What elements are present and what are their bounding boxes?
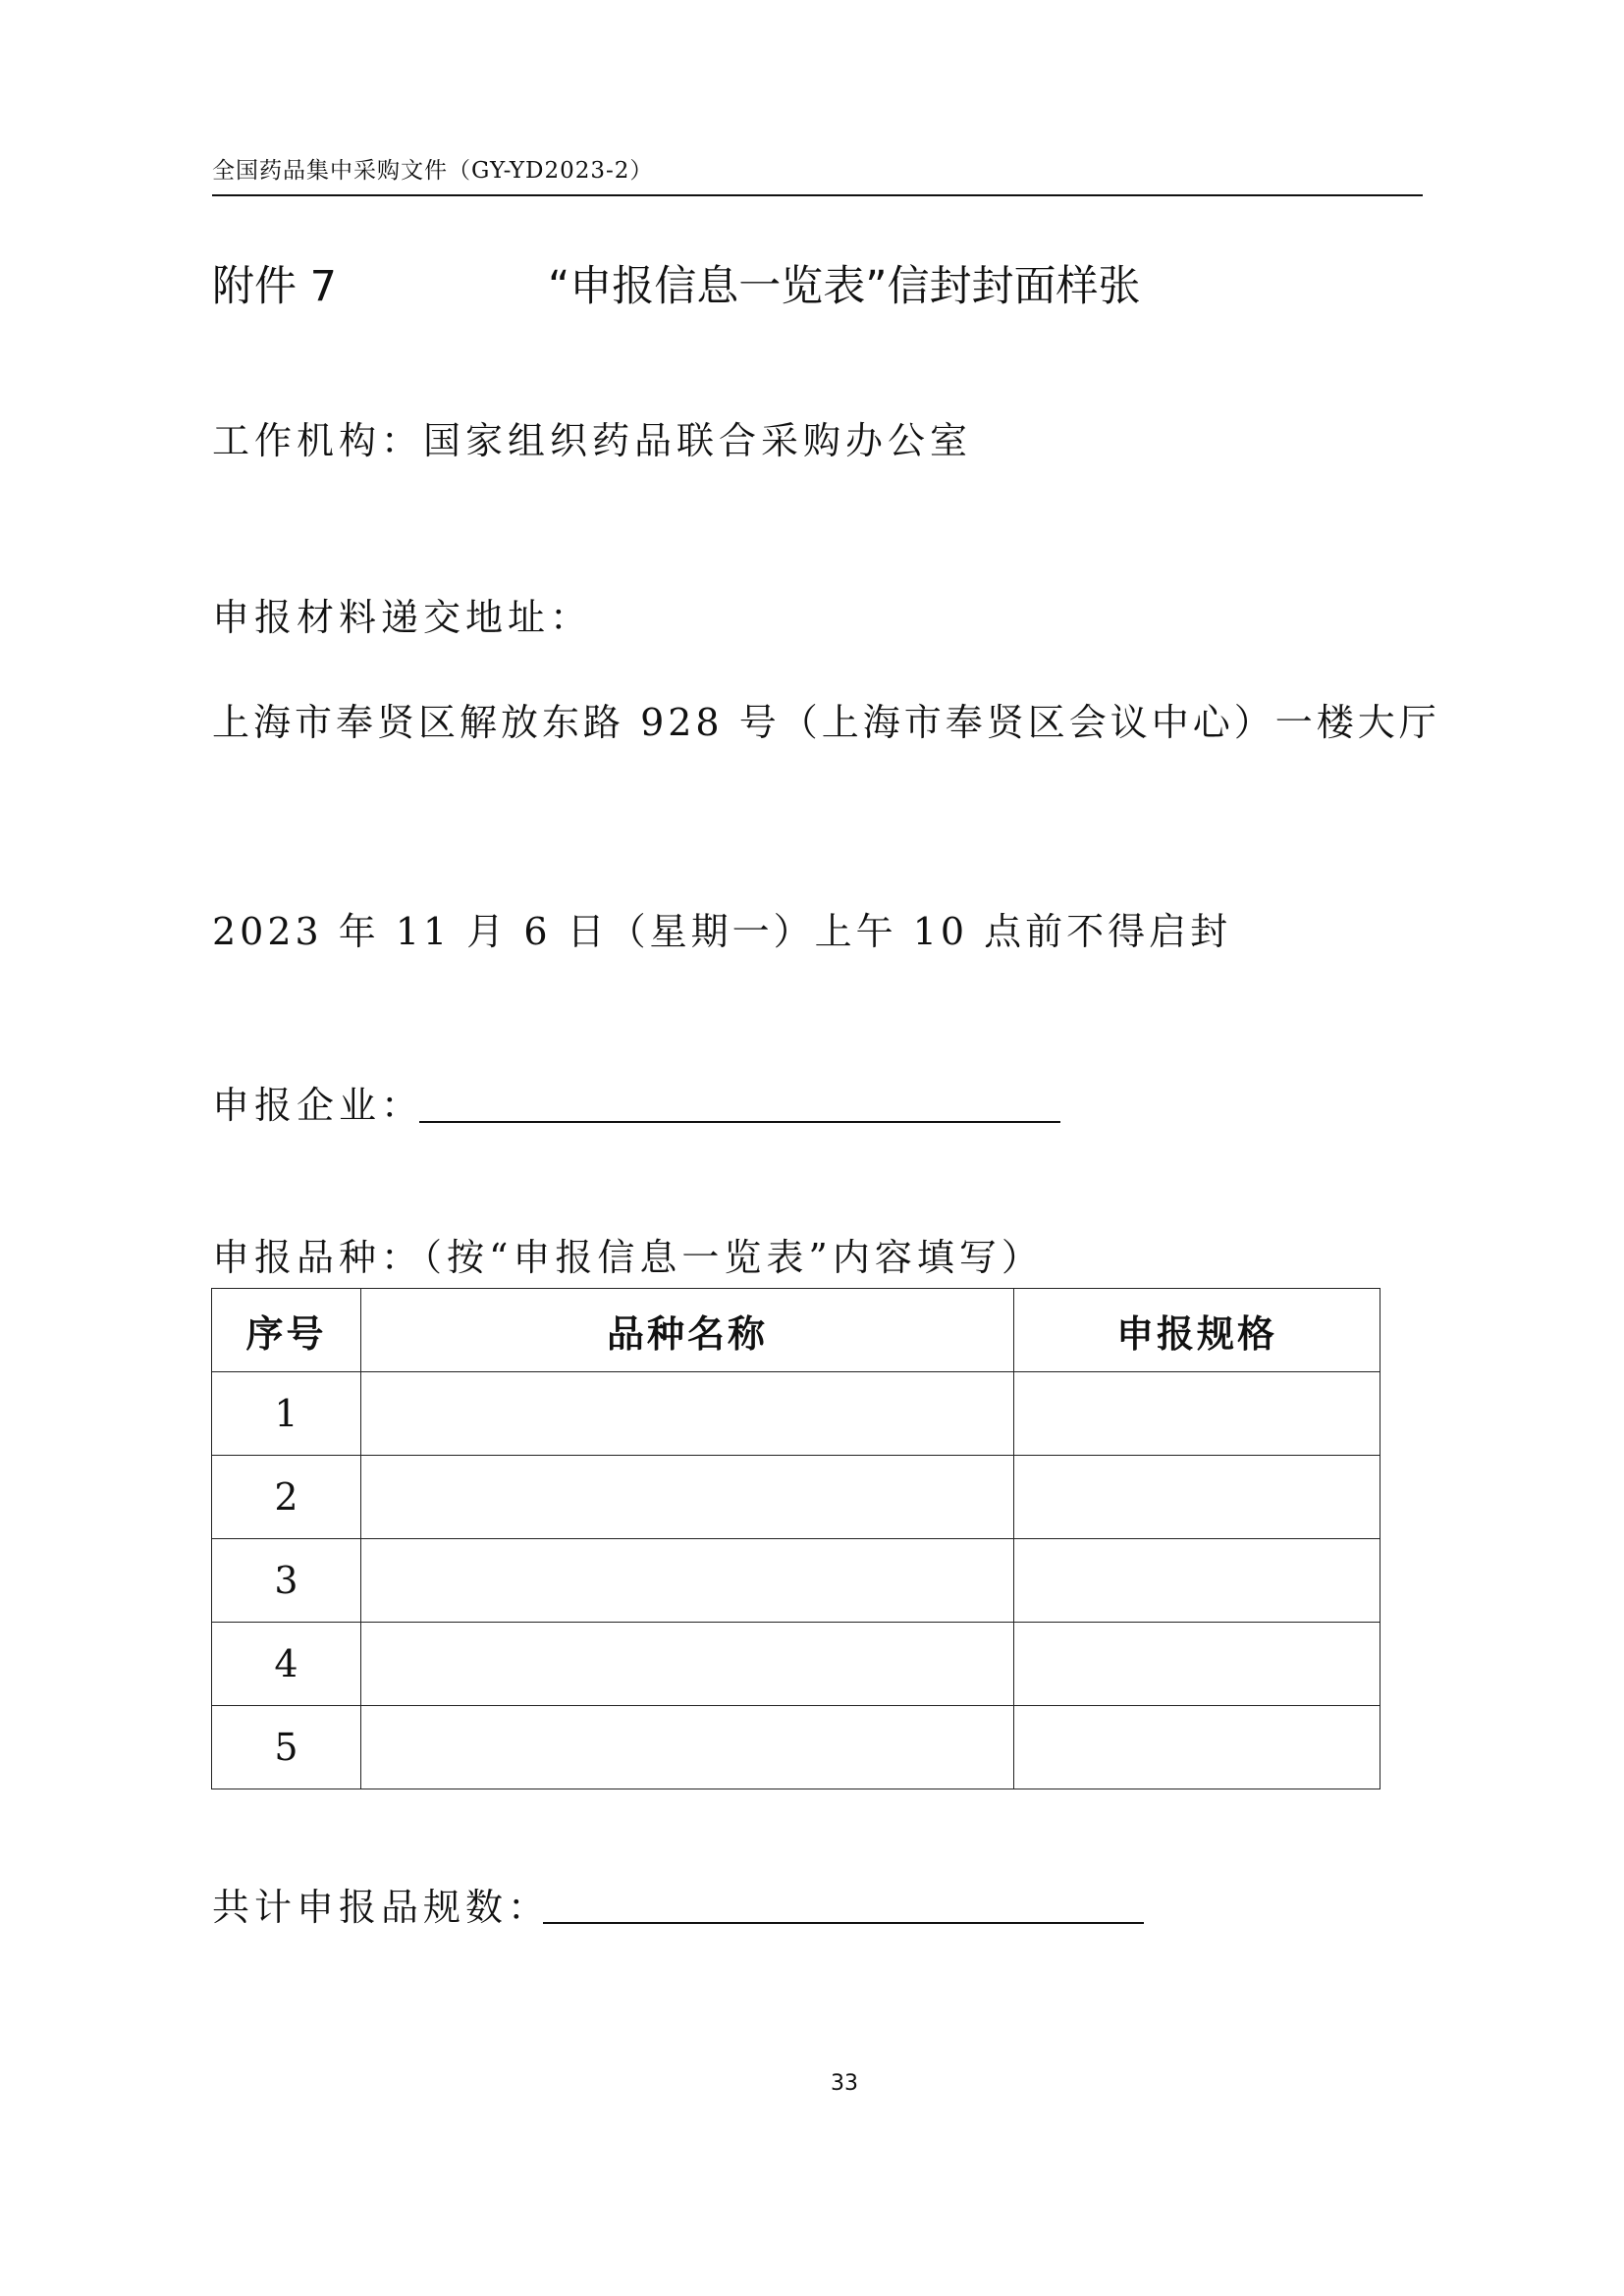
varieties-label: 申报品种：（按“申报信息一览表”内容填写） bbox=[212, 1236, 1044, 1279]
table-row bbox=[212, 1623, 1380, 1706]
varieties-table bbox=[211, 1288, 1380, 1789]
address-value: 上海市奉贤区解放东路 928 号（上海市奉贤区会议中心）一楼大厅 bbox=[212, 701, 1440, 744]
row-number: 4 bbox=[212, 1623, 361, 1706]
spec-cell[interactable] bbox=[1014, 1456, 1380, 1539]
column-header-spec: 申报规格 bbox=[1014, 1289, 1380, 1372]
table-row bbox=[212, 1706, 1380, 1789]
variety-name-cell[interactable] bbox=[361, 1623, 1014, 1706]
seal-notice: 2023 年 11 月 6 日（星期一）上午 10 点前不得启封 bbox=[212, 910, 1232, 953]
attachment-title: “申报信息一览表”信封封面样张 bbox=[548, 262, 1141, 311]
row-number: 1 bbox=[212, 1372, 361, 1456]
attachment-label: 附件 7 bbox=[212, 262, 338, 311]
header-rule bbox=[212, 194, 1423, 196]
table-row bbox=[212, 1372, 1380, 1456]
row-number: 3 bbox=[212, 1539, 361, 1623]
address-label: 申报材料递交地址： bbox=[212, 596, 593, 639]
variety-name-cell[interactable] bbox=[361, 1539, 1014, 1623]
page-number: 33 bbox=[831, 2071, 858, 2096]
table-row bbox=[212, 1539, 1380, 1623]
company-label: 申报企业： bbox=[212, 1084, 424, 1127]
company-blank-line[interactable] bbox=[419, 1121, 1060, 1123]
column-header-name: 品种名称 bbox=[361, 1289, 1014, 1372]
row-number: 2 bbox=[212, 1456, 361, 1539]
variety-name-cell[interactable] bbox=[361, 1456, 1014, 1539]
row-number: 5 bbox=[212, 1706, 361, 1789]
spec-cell[interactable] bbox=[1014, 1372, 1380, 1456]
spec-cell[interactable] bbox=[1014, 1539, 1380, 1623]
variety-name-cell[interactable] bbox=[361, 1372, 1014, 1456]
agency-line: 工作机构：国家组织药品联合采购办公室 bbox=[212, 419, 973, 462]
table-header-row bbox=[212, 1289, 1380, 1372]
running-header: 全国药品集中采购文件（GY-YD2023-2） bbox=[212, 158, 654, 184]
total-label: 共计申报品规数： bbox=[212, 1886, 551, 1929]
variety-name-cell[interactable] bbox=[361, 1706, 1014, 1789]
table-row bbox=[212, 1456, 1380, 1539]
total-blank-line[interactable] bbox=[543, 1922, 1144, 1924]
spec-cell[interactable] bbox=[1014, 1623, 1380, 1706]
spec-cell[interactable] bbox=[1014, 1706, 1380, 1789]
column-header-no: 序号 bbox=[212, 1289, 361, 1372]
